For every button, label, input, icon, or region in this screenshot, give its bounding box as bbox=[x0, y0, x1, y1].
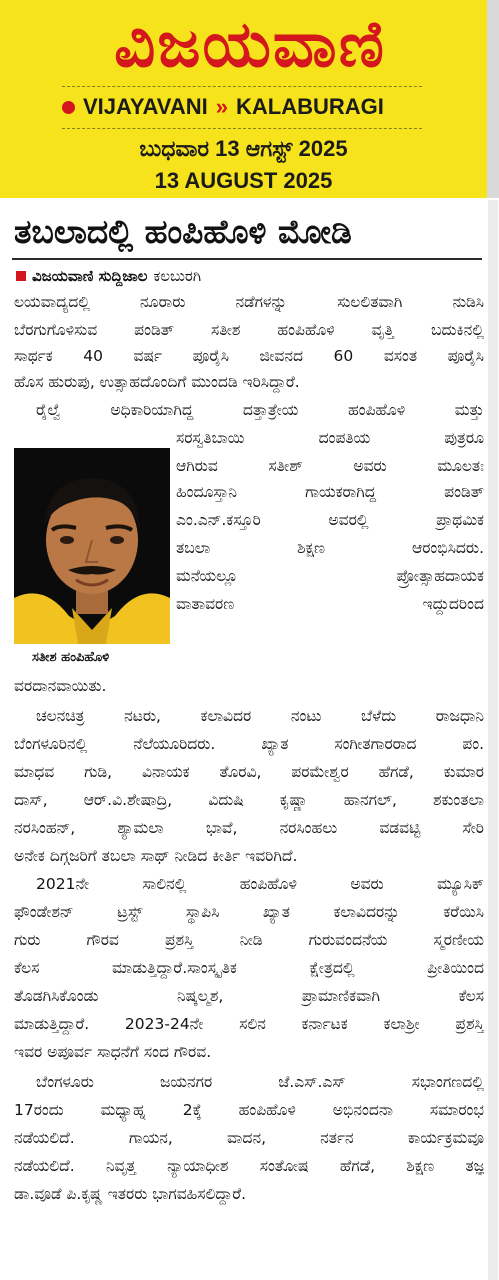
body-line: ರೈಲ್ವೆ ಅಧಿಕಾರಿಯಾಗಿದ್ದ ದತ್ತಾತ್ರೇಯ ಹಂಪಿಹೊಳಿ ಮತ್ತು bbox=[36, 401, 484, 419]
body-line: ವಾತಾವರಣ ಇದ್ದುದರಿಂದ bbox=[176, 595, 484, 613]
body-line: ಇವರ ಅಪೂರ್ವ ಸಾಧನೆಗೆ ಸಂದ ಗೌರವ. bbox=[14, 1043, 212, 1061]
red-square-icon bbox=[16, 271, 26, 281]
body-line: ಬೆರಗುಗೊಳಿಸುವ ಪಂಡಿತ್ ಸತೀಶ ಹಂಪಿಹೊಳಿ ವೃತ್ತಿ ಬದುಕಿನಲ್ಲಿ bbox=[14, 321, 484, 339]
body-line: ಹೊಸ ಹುರುಪು, ಉತ್ಸಾಹದೊಂದಿಗೆ ಮುಂದಡಿ ಇರಿಸಿದ್ದಾರೆ. bbox=[14, 373, 300, 391]
body-line: ಹಿಂದೂಸ್ತಾನಿ ಗಾಯಕರಾಗಿದ್ದ ಪಂಡಿತ್ bbox=[176, 483, 484, 501]
body-line: ನಡೆಯಲಿದೆ. ನಿವೃತ್ತ ನ್ಯಾಯಾಧೀಶ ಸಂತೋಷ ಹೆಗಡೆ, ಶಿಕ್ಷಣ ತಜ್ಞ bbox=[14, 1157, 484, 1175]
masthead-divider bbox=[62, 86, 422, 87]
newspaper-logo: ವಿಜಯವಾಣಿ bbox=[114, 8, 386, 82]
body-line: ಲಯವಾದ್ಯದಲ್ಲಿ ನೂರಾರು ನಡೆಗಳನ್ನು ಸುಲಲಿತವಾಗಿ ನುಡಿಸಿ bbox=[14, 293, 484, 311]
masthead-divider bbox=[62, 128, 422, 129]
article-headline: ತಬಲಾದಲ್ಲಿ ಹಂಪಿಹೊಳಿ ಮೋಡಿ bbox=[14, 212, 352, 251]
body-line: ಮನೆಯಲ್ಲೂ ಪ್ರೋತ್ಸಾಹದಾಯಕ bbox=[176, 567, 484, 585]
body-line: ಬೆಂಗಳೂರಿನಲ್ಲಿ ನೆಲೆಯೂರಿದರು. ಖ್ಯಾತ ಸಂಗೀತಗಾರರಾದ ಪಂ. bbox=[14, 735, 484, 753]
masthead bbox=[0, 0, 487, 198]
double-chevron-icon: » bbox=[215, 94, 224, 119]
body-line: ಸಾರ್ಥಕ 40 ವರ್ಷ ಪೂರೈಸಿ ಜೀವನದ 60 ವಸಂತ ಪೂರೈಸಿ bbox=[14, 347, 484, 365]
body-line: ಅನೇಕ ದಿಗ್ಗಜರಿಗೆ ತಬಲಾ ಸಾಥ್ ನೀಡಿದ ಕೀರ್ತಿ ಇವರಿಗಿದೆ. bbox=[14, 847, 298, 865]
body-line: ತಬಲಾ ಶಿಕ್ಷಣ ಆರಂಭಿಸಿದರು. bbox=[176, 539, 484, 557]
body-line: 17ರಂದು ಮಧ್ಯಾಹ್ನ 2ಕ್ಕೆ ಹಂಪಿಹೊಳಿ ಅಭಿನಂದನಾ ಸಮಾರಂಭ bbox=[14, 1101, 484, 1119]
portrait-image bbox=[14, 448, 170, 644]
body-line: 2021ನೇ ಸಾಲಿನಲ್ಲಿ ಹಂಪಿಹೊಳಿ ಅವರು ಮ್ಯೂಸಿಕ್ bbox=[36, 875, 484, 893]
credit-source: ವಿಜಯವಾಣಿ ಸುದ್ದಿಜಾಲ bbox=[32, 267, 148, 285]
body-line: ಚಲನಚಿತ್ರ ನಟರು, ಕಲಾವಿದರ ನಂಟು ಬೆಳೆದು ರಾಜಧಾನಿ bbox=[36, 707, 484, 725]
body-line: ನರಸಿಂಹನ್, ಶ್ಯಾಮಲಾ ಭಾವೆ, ನರಸಿಂಹಲು ವಡವಟ್ಟಿ ಸೇರಿ bbox=[14, 819, 484, 837]
body-line: ಕೆಲಸ ಮಾಡುತ್ತಿದ್ದಾರೆ.ಸಾಂಸ್ಕೃತಿಕ ಕ್ಷೇತ್ರದಲ್ಲಿ ಪ್ರೀತಿಯಿಂದ bbox=[14, 959, 484, 977]
page-edge bbox=[488, 200, 498, 1280]
body-line: ಆಗಿರುವ ಸತೀಶ್ ಅವರು ಮೂಲತಃ bbox=[176, 457, 484, 475]
body-line: ವರದಾನವಾಯಿತು. bbox=[14, 677, 107, 695]
photo-caption: ಸತೀಶ ಹಂಪಿಹೊಳಿ bbox=[32, 650, 110, 665]
credit-place: ಕಲಬುರಗಿ bbox=[153, 267, 202, 285]
body-line: ಮಾಧವ ಗುಡಿ, ವಿನಾಯಕ ತೊರವಿ, ಪರಮೇಶ್ವರ ಹೆಗಡೆ, ಕುಮಾರ bbox=[14, 763, 484, 781]
body-line: ನಡೆಯಲಿದೆ. ಗಾಯನ, ವಾದನ, ನರ್ತನ ಕಾರ್ಯಕ್ರಮವೂ bbox=[14, 1129, 484, 1147]
body-line: ಫೌಂಡೇಶನ್ ಟ್ರಸ್ಟ್ ಸ್ಥಾಪಿಸಿ ಖ್ಯಾತ ಕಲಾವಿದರನ್ನು ಕರೆಯಿಸಿ bbox=[14, 903, 484, 921]
body-line: ಬೆಂಗಳೂರು ಜಯನಗರ ಜೆ.ಎಸ್.ಎಸ್ ಸಭಾಂಗಣದಲ್ಲಿ bbox=[36, 1073, 484, 1091]
article-credit bbox=[16, 264, 201, 288]
body-line: ಸರಸ್ವತಿಬಾಯಿ ದಂಪತಿಯ ಪುತ್ರರೂ bbox=[176, 429, 484, 447]
edition-name: KALABURAGI bbox=[235, 94, 384, 119]
brand-name: VIJAYAVANI bbox=[83, 94, 208, 119]
body-line: ಡಾ.ವೂಡೆ ಪಿ.ಕೃಷ್ಣ ಇತರರು ಭಾಗವಹಿಸಲಿದ್ದಾರೆ. bbox=[14, 1185, 247, 1203]
headline-underline bbox=[12, 258, 482, 260]
author-photo bbox=[14, 448, 170, 644]
body-line: ದಾಸ್, ಆರ್.ವಿ.ಶೇಷಾದ್ರಿ, ವಿದುಷಿ ಕೃಷ್ಣಾ ಹಾನಗಲ್, ಶಕುಂತಲಾ bbox=[14, 791, 484, 809]
body-line: ಮಾಡುತ್ತಿದ್ದಾರೆ. 2023-24ನೇ ಸಲಿನ ಕರ್ನಾಟಕ ಕಲಾಶ್ರೀ ಪ್ರಶಸ್ತಿ bbox=[14, 1015, 484, 1033]
body-line: ಎಂ.ಎನ್.ಕಸ್ತೂರಿ ಅವರಲ್ಲಿ ಪ್ರಾಥಮಿಕ bbox=[176, 511, 484, 529]
red-dot-icon bbox=[62, 101, 75, 114]
body-line: ತೊಡಗಿಸಿಕೊಂಡು ನಿಷ್ಕಲ್ಮಶ, ಪ್ರಾಮಾಣಿಕವಾಗಿ ಕೆಲಸ bbox=[14, 987, 484, 1005]
date-kannada: ಬುಧವಾರ 13 ಆಗಸ್ಟ್ 2025 bbox=[139, 136, 348, 161]
edition-line bbox=[62, 92, 384, 122]
body-line: ಗುರು ಗೌರವ ಪ್ರಶಸ್ತಿ ನೀಡಿ ಗುರುವಂದನೆಯ ಸ್ಮರಣೀಯ bbox=[14, 931, 484, 949]
page-edge bbox=[487, 0, 499, 198]
date-english: 13 AUGUST 2025 bbox=[154, 168, 333, 193]
